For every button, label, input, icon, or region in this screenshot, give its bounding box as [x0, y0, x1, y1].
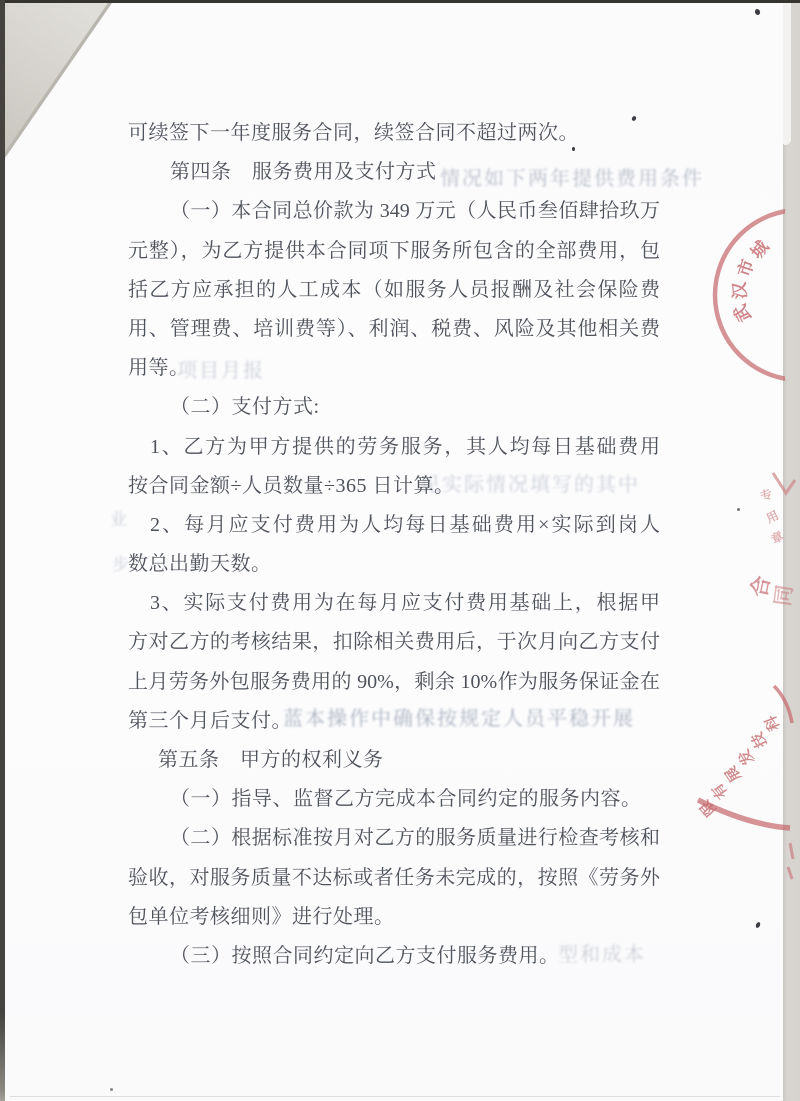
document-line: 用等。: [128, 357, 190, 380]
page-bottom-edge-line: [10, 1096, 780, 1097]
document-line: （三）按照合同约定向乙方支付服务费用。: [170, 944, 560, 967]
bleedthrough-text: 见实际情况填写的其中: [420, 474, 640, 496]
svg-text:武: 武: [730, 301, 755, 325]
scan-speck: [737, 508, 740, 511]
bleedthrough-text: 情况如下两年提供费用条件: [440, 168, 704, 190]
document-line: 3、实际支付费用为在每月应支付费用基础上，根据甲: [150, 592, 660, 615]
svg-text:汉: 汉: [729, 281, 750, 300]
scan-speck: [572, 147, 575, 151]
document-line: 验收，对服务质量不达标或者任务未完成的，按照《劳务外: [128, 866, 660, 889]
svg-text:用: 用: [764, 508, 781, 526]
scanner-edge-top: [0, 0, 800, 3]
svg-text:同: 同: [770, 583, 797, 608]
svg-text:发: 发: [736, 746, 758, 768]
document-line: （二）支付方式:: [170, 396, 320, 419]
document-line: 第三个月后支付。: [128, 709, 292, 732]
red-seal-stamp-top-icon: [690, 200, 785, 410]
svg-text:专: 专: [758, 486, 775, 505]
red-seal-stamp-middle-icon: [715, 465, 800, 640]
text-block: [128, 114, 660, 976]
bleedthrough-text: 项目月报: [177, 360, 265, 382]
page-edge-curl: [783, 3, 791, 145]
document-line: 上月劳务外包服务费用的 90%，剩余 10%作为服务保证金在: [128, 670, 660, 693]
document-line: 2、每月应支付费用为人均每日基础费用×实际到岗人: [150, 513, 660, 536]
svg-text:技: 技: [749, 729, 771, 751]
svg-text:章: 章: [768, 528, 787, 547]
svg-text:展: 展: [722, 762, 745, 785]
document-line: 第四条 服务费用及支付方式: [170, 161, 437, 184]
document-line: 按合同金额÷人员数量÷365 日计算。: [128, 474, 455, 497]
svg-text:合: 合: [746, 573, 775, 600]
scanner-edge-left: [0, 0, 5, 1101]
bleedthrough-text: 业: [110, 510, 129, 529]
red-seal-stamp-bottom-icon: [688, 678, 800, 888]
svg-text:限: 限: [697, 796, 720, 819]
svg-text:有: 有: [709, 779, 732, 802]
svg-text:城: 城: [747, 237, 773, 263]
document-line: 可续签下一年度服务合同，续签合同不超过两次。: [128, 122, 579, 144]
document-line: 元整），为乙方提供本合同项下服务所包含的全部费用，包: [128, 239, 660, 262]
document-line: （二）根据标准按月对乙方的服务质量进行检查考核和: [170, 827, 660, 850]
document-line: 用、管理费、培训费等）、利润、税费、风险及其他相关费: [128, 317, 660, 340]
svg-text:科: 科: [763, 712, 784, 733]
document-line: 数总出勤天数。: [128, 553, 272, 576]
document-line: 包单位考核细则》进行处理。: [128, 905, 395, 928]
document-line: 方对乙方的考核结果，扣除相关费用后，于次月向乙方支付: [128, 631, 660, 654]
document-line: （一）本合同总价款为 349 万元（人民币叁佰肆拾玖万: [170, 200, 660, 223]
bleedthrough-text: 步: [112, 555, 131, 574]
bleedthrough-text: 蓝本操作中确保按规定人员平稳开展: [283, 708, 635, 730]
document-line: （一）指导、监督乙方完成本合同约定的服务内容。: [170, 788, 642, 811]
document-line: 括乙方应承担的人工成本（如服务人员报酬及社会保险费: [128, 278, 660, 301]
svg-text:市: 市: [734, 257, 758, 280]
document-line: 第五条 甲方的权利义务: [158, 749, 384, 771]
document-line: 1、乙方为甲方提供的劳务服务，其人均每日基础费用: [150, 435, 660, 458]
scan-speck: [110, 1088, 113, 1091]
bleedthrough-text: 型和成本: [558, 944, 646, 966]
